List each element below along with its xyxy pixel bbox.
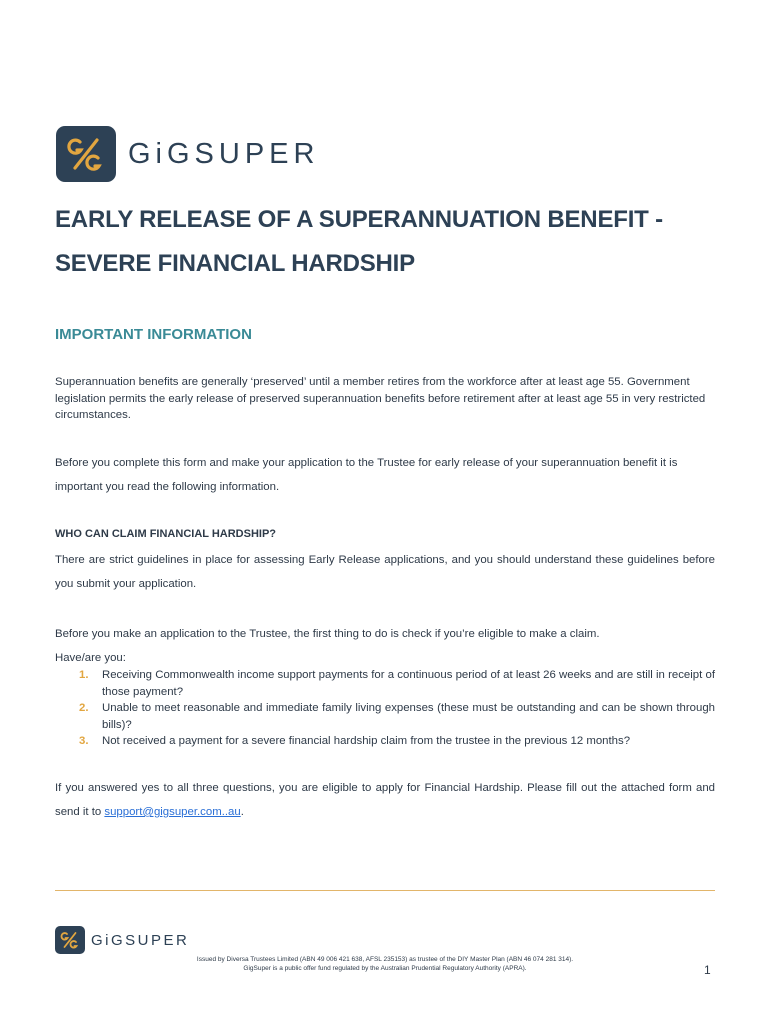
gigsuper-logo-icon (55, 926, 85, 954)
footer-note-line-1: Issued by Diversa Trustees Limited (ABN 49 006 421 638, AFSL 235153) as trustee of the DIY Master Plan (ABN 46 074 281 314). (196, 956, 574, 963)
list-number: 3. (79, 735, 89, 747)
paragraph-eligibility: Before you make an application to the Trustee, the first thing to do is check if you’re eligible to make a claim. (55, 628, 600, 640)
footer-note-line-2: GigSuper is a public offer fund regulated by the Australian Prudential Regulatory Authority (APRA). (243, 965, 527, 972)
apply-text-end: . (240, 806, 244, 818)
paragraph-have-are-you: Have/are you: (55, 652, 126, 664)
title-line-2: SEVERE FINANCIAL HARDSHIP (55, 250, 415, 277)
section-heading: IMPORTANT INFORMATION (55, 326, 252, 343)
list-item (55, 700, 715, 733)
list-item-text: Receiving Commonwealth income support payments for a continuous period of at least 26 weeks and are still in receipt of those payment? (102, 669, 715, 698)
footer-logo (55, 926, 189, 954)
list-item-text: Not received a payment for a severe financial hardship claim from the trustee in the previous 12 months? (102, 735, 631, 747)
gigsuper-logo-icon (56, 126, 116, 182)
list-item-text: Unable to meet reasonable and immediate family living expenses (these must be outstanding and can be shown through bills)? (102, 702, 715, 731)
list-number: 1. (79, 669, 89, 681)
apply-text: If you answered yes to all three questions, you are eligible to apply for Financial Hardship. Please fill out the attached form and send it to (55, 782, 715, 818)
footer-divider (55, 890, 715, 891)
footer-disclaimer (100, 955, 670, 973)
list-item (55, 667, 715, 700)
page-title (55, 198, 735, 286)
title-line-1: EARLY RELEASE OF A SUPERANNUATION BENEFIT - (55, 206, 663, 233)
paragraph-preservation: Superannuation benefits are generally ‘preserved’ until a member retires from the workforce after at least age 55. Government legislation permits the early release of preserved superannuation benefits before retirement after at least age 55 in very restricted circumstances. (55, 376, 706, 421)
logo-wordmark: GiGSUPER (128, 137, 320, 170)
list-number: 2. (79, 702, 89, 714)
paragraph-apply (55, 776, 715, 824)
eligibility-list (55, 667, 715, 750)
list-item (55, 733, 715, 750)
footer-logo-wordmark: GiGSUPER (91, 931, 190, 949)
paragraph-guidelines: There are strict guidelines in place for assessing Early Release applications, and you should understand these guidelines before you submit your application. (55, 554, 715, 590)
gigsuper-logo (56, 126, 319, 182)
subheading-who-can-claim: WHO CAN CLAIM FINANCIAL HARDSHIP? (55, 528, 277, 540)
page-number: 1 (704, 963, 711, 977)
support-email-link[interactable]: support@gigsuper.com..au (104, 806, 241, 818)
paragraph-before-completing: Before you complete this form and make your application to the Trustee for early release of your superannuation benefit it is important you read the following information. (55, 457, 678, 493)
